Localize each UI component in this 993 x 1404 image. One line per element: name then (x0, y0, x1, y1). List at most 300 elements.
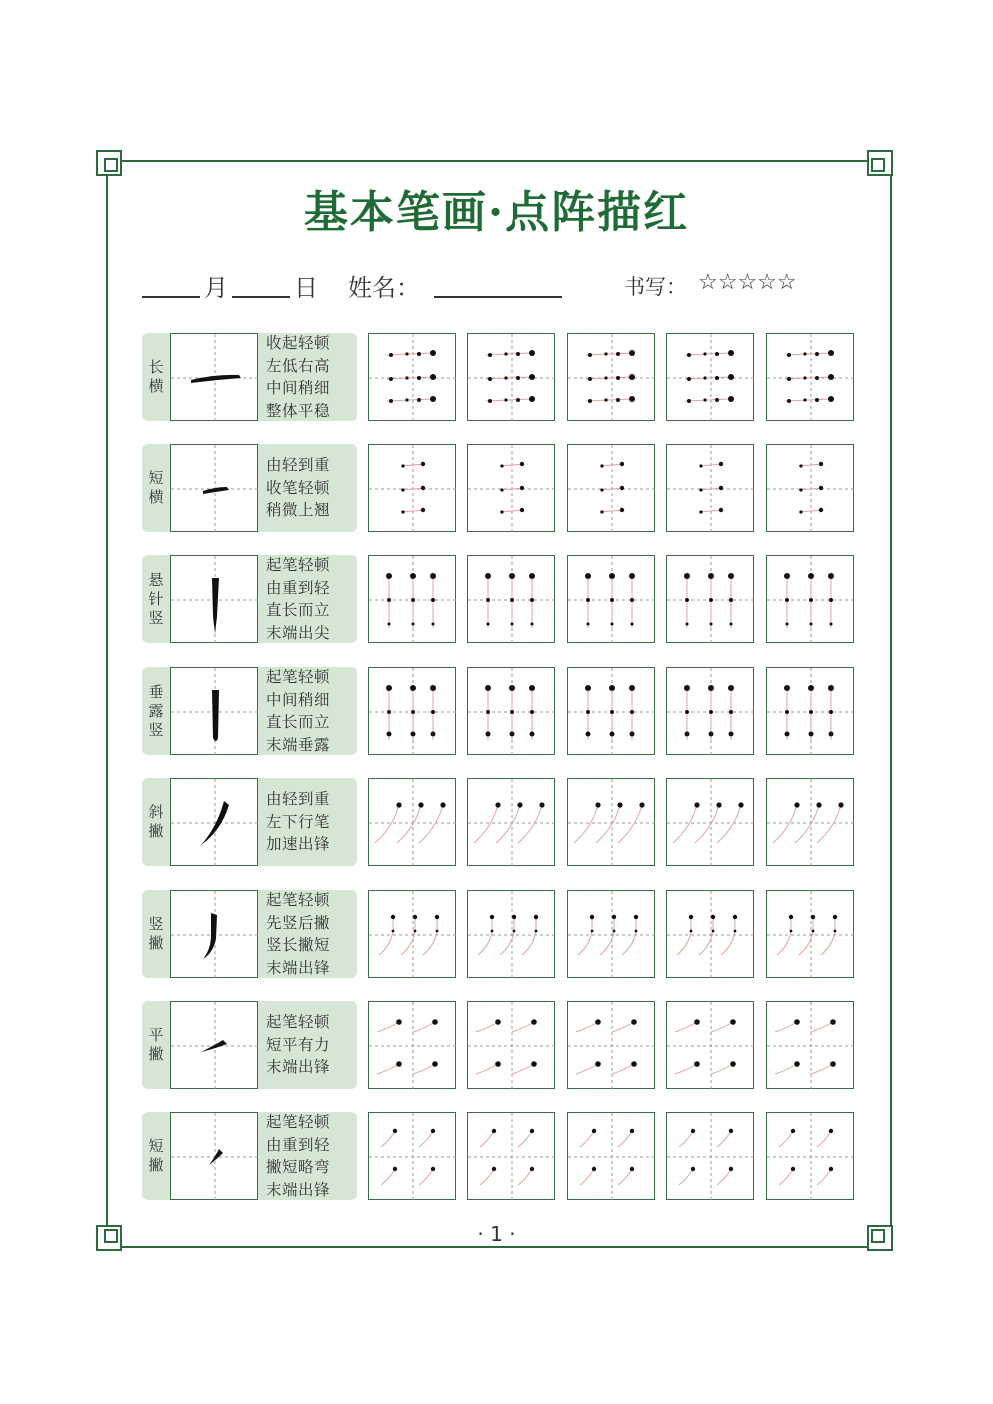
trace-line (596, 805, 620, 843)
trace-line (695, 805, 719, 843)
start-dot (516, 352, 520, 356)
start-dot (534, 915, 538, 919)
stroke-info-panel (142, 555, 357, 643)
start-dot (611, 623, 614, 626)
start-dot (610, 710, 614, 714)
stroke-row (142, 890, 857, 978)
practice-cell[interactable] (766, 444, 854, 532)
start-dot (586, 710, 590, 714)
start-dot (530, 732, 535, 737)
start-dot (828, 374, 834, 380)
trace-line (377, 1064, 399, 1074)
start-dot (388, 623, 391, 626)
start-dot (728, 396, 734, 402)
sample-stroke (212, 690, 219, 741)
start-dot (529, 573, 535, 579)
start-dot (712, 930, 715, 933)
trace-line (387, 353, 433, 355)
start-dot (690, 930, 693, 933)
practice-cell[interactable] (567, 333, 655, 421)
trace-line (779, 1169, 793, 1185)
trace-line (717, 1131, 731, 1147)
day-blank[interactable] (232, 296, 290, 298)
start-dot (631, 1019, 637, 1025)
practice-cell[interactable] (666, 890, 754, 978)
stroke-tip-line: 末端出锋 (266, 1058, 331, 1077)
corner-ornament-top-left (96, 150, 122, 176)
start-dot (612, 915, 616, 919)
stroke-name: 斜 撇 (148, 803, 164, 840)
start-dot (535, 930, 538, 933)
start-dot (810, 623, 813, 626)
start-dot (588, 353, 592, 357)
stroke-row (142, 333, 857, 421)
start-dot (790, 930, 793, 933)
start-dot (486, 598, 490, 602)
start-dot (495, 802, 500, 807)
start-dot (699, 464, 702, 467)
start-dot (629, 350, 635, 356)
trace-line (785, 353, 831, 355)
start-dot (830, 623, 833, 626)
start-dot (588, 399, 592, 403)
start-dot (613, 930, 616, 933)
start-dot (411, 598, 415, 602)
start-dot (430, 573, 436, 579)
trace-line (779, 1131, 793, 1147)
start-dot (687, 353, 691, 357)
start-dot (828, 573, 834, 579)
start-dot (492, 1167, 496, 1171)
start-dot (485, 685, 491, 691)
practice-cell[interactable] (666, 333, 754, 421)
trace-line (478, 917, 492, 955)
practice-cell[interactable] (368, 667, 456, 755)
practice-cell[interactable] (567, 1112, 655, 1200)
trace-line (377, 1022, 399, 1032)
trace-line (586, 353, 632, 355)
stroke-tip-line: 起笔轻顿 (266, 891, 331, 909)
start-dot (530, 710, 534, 714)
start-dot (396, 1019, 402, 1025)
start-dot (609, 573, 615, 579)
start-dot (728, 350, 734, 356)
trace-line (675, 1022, 697, 1032)
stroke-tip-line: 末端出锋 (266, 958, 331, 977)
stroke-tip-line: 稍微上翘 (266, 501, 331, 520)
sample-stroke (191, 375, 241, 383)
start-dot (511, 623, 514, 626)
start-dot (491, 930, 494, 933)
rating-stars[interactable]: ☆☆☆☆☆ (698, 270, 797, 295)
start-dot (809, 710, 813, 714)
stroke-tips (266, 1112, 356, 1200)
start-dot (799, 510, 802, 513)
start-dot (634, 915, 638, 919)
stroke-tip-line: 左低右高 (266, 356, 331, 375)
practice-cell[interactable] (666, 555, 754, 643)
trace-line (618, 1131, 632, 1147)
trace-line (811, 1022, 833, 1032)
trace-line (381, 1131, 395, 1147)
start-dot (815, 376, 819, 380)
stroke-info-panel (142, 333, 357, 421)
practice-cell[interactable] (666, 1001, 754, 1089)
trace-line (580, 1131, 594, 1147)
start-dot (729, 1167, 733, 1171)
start-dot (728, 573, 734, 579)
practice-cell[interactable] (467, 1112, 555, 1200)
start-dot (431, 1129, 435, 1133)
stroke-sample-slant-left-falling (170, 778, 258, 866)
start-dot (610, 598, 614, 602)
start-dot (703, 376, 706, 379)
start-dot (685, 710, 689, 714)
stroke-tip-line: 撇短略弯 (266, 1158, 331, 1176)
start-dot (604, 376, 607, 379)
trace-line (795, 805, 819, 843)
stroke-tip-line: 起笔轻顿 (266, 1113, 331, 1131)
start-dot (386, 573, 392, 579)
practice-cell[interactable] (467, 1001, 555, 1089)
start-dot (687, 399, 691, 403)
practice-cell[interactable] (766, 1001, 854, 1089)
start-dot (729, 732, 734, 737)
start-dot (709, 598, 713, 602)
practice-cell[interactable] (766, 890, 854, 978)
start-dot (620, 486, 624, 490)
start-dot (520, 508, 524, 512)
start-dot (592, 1129, 596, 1133)
trace-line (419, 1169, 433, 1185)
start-dot (431, 710, 435, 714)
start-dot (392, 930, 395, 933)
start-dot (630, 1167, 634, 1171)
trace-line (817, 1131, 831, 1147)
start-dot (387, 598, 391, 602)
start-dot (703, 398, 706, 401)
start-dot (616, 352, 620, 356)
start-dot (600, 510, 603, 513)
start-dot (794, 1019, 800, 1025)
trace-line (711, 1064, 733, 1074)
practice-cell[interactable] (467, 444, 555, 532)
stroke-row (142, 778, 857, 866)
start-dot (785, 598, 789, 602)
start-dot (421, 462, 425, 466)
practice-cell[interactable] (467, 778, 555, 866)
trace-line (677, 917, 691, 955)
start-dot (709, 710, 713, 714)
start-dot (539, 802, 544, 807)
stroke-tip-line: 末端出尖 (266, 623, 331, 642)
practice-cell[interactable] (368, 1112, 456, 1200)
stroke-tip-line: 中间稍细 (266, 690, 331, 709)
start-dot (631, 1061, 637, 1067)
start-dot (786, 623, 789, 626)
trace-line (685, 399, 731, 401)
start-dot (629, 573, 635, 579)
start-dot (516, 398, 520, 402)
trace-line (387, 399, 433, 401)
start-dot (412, 623, 415, 626)
trace-line (423, 917, 437, 955)
start-dot (616, 398, 620, 402)
practice-cell[interactable] (567, 444, 655, 532)
practice-cell[interactable] (368, 890, 456, 978)
stroke-tip-line: 直长而立 (266, 601, 331, 619)
name-blank[interactable] (434, 296, 562, 298)
practice-cell[interactable] (467, 890, 555, 978)
start-dot (729, 598, 733, 602)
start-dot (803, 398, 806, 401)
start-dot (604, 398, 607, 401)
start-dot (784, 573, 790, 579)
trace-line (717, 1169, 731, 1185)
start-dot (719, 462, 723, 466)
start-dot (729, 710, 733, 714)
start-dot (708, 685, 714, 691)
practice-cell[interactable] (666, 444, 754, 532)
start-dot (694, 1019, 700, 1025)
stroke-tips (266, 555, 356, 643)
start-dot (799, 488, 802, 491)
start-dot (436, 930, 439, 933)
start-dot (635, 930, 638, 933)
practice-cell[interactable] (666, 667, 754, 755)
stroke-tip-line: 末端垂露 (266, 735, 331, 754)
trace-line (413, 1064, 435, 1074)
start-dot (811, 915, 815, 919)
practice-cell[interactable] (467, 333, 555, 421)
start-dot (791, 1167, 795, 1171)
start-dot (405, 352, 408, 355)
start-dot (431, 1167, 435, 1171)
start-dot (610, 732, 615, 737)
start-dot (631, 623, 634, 626)
start-dot (530, 1167, 534, 1171)
trace-line (578, 917, 592, 955)
start-dot (504, 376, 507, 379)
trace-line (580, 1169, 594, 1185)
stroke-row (142, 1001, 857, 1089)
start-dot (389, 399, 393, 403)
practice-cell[interactable] (766, 1112, 854, 1200)
practice-cell[interactable] (766, 333, 854, 421)
start-dot (803, 376, 806, 379)
start-dot (516, 376, 520, 380)
trace-line (486, 353, 532, 355)
start-dot (488, 353, 492, 357)
stroke-row (142, 667, 857, 755)
stroke-info-panel (142, 890, 357, 978)
corner-ornament-top-right (867, 150, 893, 176)
practice-cell[interactable] (567, 555, 655, 643)
trace-line (622, 917, 636, 955)
start-dot (391, 915, 395, 919)
practice-cell[interactable] (766, 667, 854, 755)
start-dot (517, 802, 522, 807)
start-dot (639, 802, 644, 807)
stroke-sample-short-left-falling (170, 1112, 258, 1200)
practice-cell[interactable] (766, 778, 854, 866)
start-dot (430, 396, 436, 402)
stroke-name: 悬 针 竖 (148, 570, 164, 627)
stroke-name: 短 横 (148, 469, 164, 506)
start-dot (711, 915, 715, 919)
practice-cell[interactable] (567, 778, 655, 866)
start-dot (432, 623, 435, 626)
stroke-tip-line: 中间稍细 (266, 379, 331, 397)
start-dot (728, 685, 734, 691)
page-number: · 1 · (477, 1222, 516, 1246)
start-dot (799, 464, 802, 467)
practice-cell[interactable] (368, 555, 456, 643)
trace-line (476, 1064, 498, 1074)
stroke-sample-short-horizontal (170, 444, 258, 532)
stroke-tips (266, 1001, 356, 1089)
start-dot (430, 350, 436, 356)
start-dot (819, 462, 823, 466)
start-dot (785, 732, 790, 737)
trace-line (518, 1131, 532, 1147)
practice-cell[interactable] (666, 778, 754, 866)
practice-cell[interactable] (368, 1001, 456, 1089)
practice-cell[interactable] (567, 1001, 655, 1089)
month-blank[interactable] (142, 296, 200, 298)
start-dot (785, 710, 789, 714)
trace-line (375, 805, 399, 843)
start-dot (699, 488, 702, 491)
start-dot (694, 802, 699, 807)
start-dot (709, 732, 714, 737)
start-dot (684, 685, 690, 691)
start-dot (488, 399, 492, 403)
start-dot (729, 1129, 733, 1133)
start-dot (488, 377, 492, 381)
trace-line (811, 1064, 833, 1074)
start-dot (413, 915, 417, 919)
start-dot (630, 598, 634, 602)
trace-line (379, 917, 393, 955)
start-dot (815, 352, 819, 356)
start-dot (734, 930, 737, 933)
practice-cell[interactable] (567, 890, 655, 978)
start-dot (387, 732, 392, 737)
trace-line (777, 917, 791, 955)
stroke-info-panel (142, 778, 357, 866)
stroke-tip-line: 短平有力 (266, 1035, 331, 1054)
stroke-row (142, 1112, 857, 1200)
start-dot (829, 732, 834, 737)
start-dot (829, 1129, 833, 1133)
start-dot (809, 732, 814, 737)
trace-line (576, 1022, 598, 1032)
trace-line (522, 917, 536, 955)
trace-line (476, 1022, 498, 1032)
start-dot (386, 685, 392, 691)
start-dot (586, 732, 591, 737)
start-dot (529, 350, 535, 356)
start-dot (829, 710, 833, 714)
start-dot (708, 573, 714, 579)
start-dot (396, 1061, 402, 1067)
trace-line (413, 1022, 435, 1032)
start-dot (405, 376, 408, 379)
start-dot (504, 352, 507, 355)
start-dot (794, 1061, 800, 1067)
start-dot (730, 1019, 736, 1025)
stroke-name: 平 撇 (148, 1026, 164, 1063)
start-dot (830, 1061, 836, 1067)
start-dot (401, 488, 404, 491)
practice-cell[interactable] (567, 667, 655, 755)
stroke-info-panel (142, 1001, 357, 1089)
stroke-tip-line: 竖长撇短 (266, 936, 331, 954)
start-dot (421, 508, 425, 512)
day-label: 日 (294, 274, 318, 302)
stroke-tip-line: 先竖后撇 (266, 913, 331, 932)
practice-cell[interactable] (467, 555, 555, 643)
stroke-sample-needle-vertical (170, 555, 258, 643)
start-dot (616, 376, 620, 380)
stroke-tip-line: 左下行笔 (266, 812, 331, 831)
start-dot (819, 508, 823, 512)
sample-stroke (201, 1040, 227, 1052)
trace-line (397, 805, 421, 843)
stroke-tip-line: 由轻到重 (266, 790, 331, 809)
stroke-tip-line: 起笔轻顿 (266, 556, 331, 574)
start-dot (405, 398, 408, 401)
stroke-sample-long-horizontal (170, 333, 258, 421)
practice-cell[interactable] (368, 778, 456, 866)
start-dot (630, 732, 635, 737)
trace-line (775, 1022, 797, 1032)
start-dot (687, 377, 691, 381)
start-dot (585, 685, 591, 691)
start-dot (417, 398, 421, 402)
start-dot (809, 598, 813, 602)
start-dot (510, 598, 514, 602)
trace-line (419, 805, 443, 843)
practice-cell[interactable] (368, 444, 456, 532)
start-dot (591, 930, 594, 933)
start-dot (738, 802, 743, 807)
practice-cell[interactable] (368, 333, 456, 421)
sample-stroke (203, 487, 229, 494)
practice-cell[interactable] (766, 555, 854, 643)
trace-line (480, 1169, 494, 1185)
start-dot (829, 1167, 833, 1171)
start-dot (710, 623, 713, 626)
start-dot (531, 623, 534, 626)
start-dot (414, 930, 417, 933)
trace-line (675, 1064, 697, 1074)
practice-cell[interactable] (467, 667, 555, 755)
start-dot (595, 1019, 601, 1025)
start-dot (703, 352, 706, 355)
trace-line (717, 805, 741, 843)
practice-cell[interactable] (666, 1112, 754, 1200)
stroke-name: 短 撇 (148, 1137, 164, 1174)
trace-line (618, 805, 642, 843)
start-dot (834, 930, 837, 933)
trace-line (821, 917, 835, 955)
trace-line (721, 917, 735, 955)
start-dot (595, 802, 600, 807)
trace-line (817, 805, 841, 843)
start-dot (588, 377, 592, 381)
